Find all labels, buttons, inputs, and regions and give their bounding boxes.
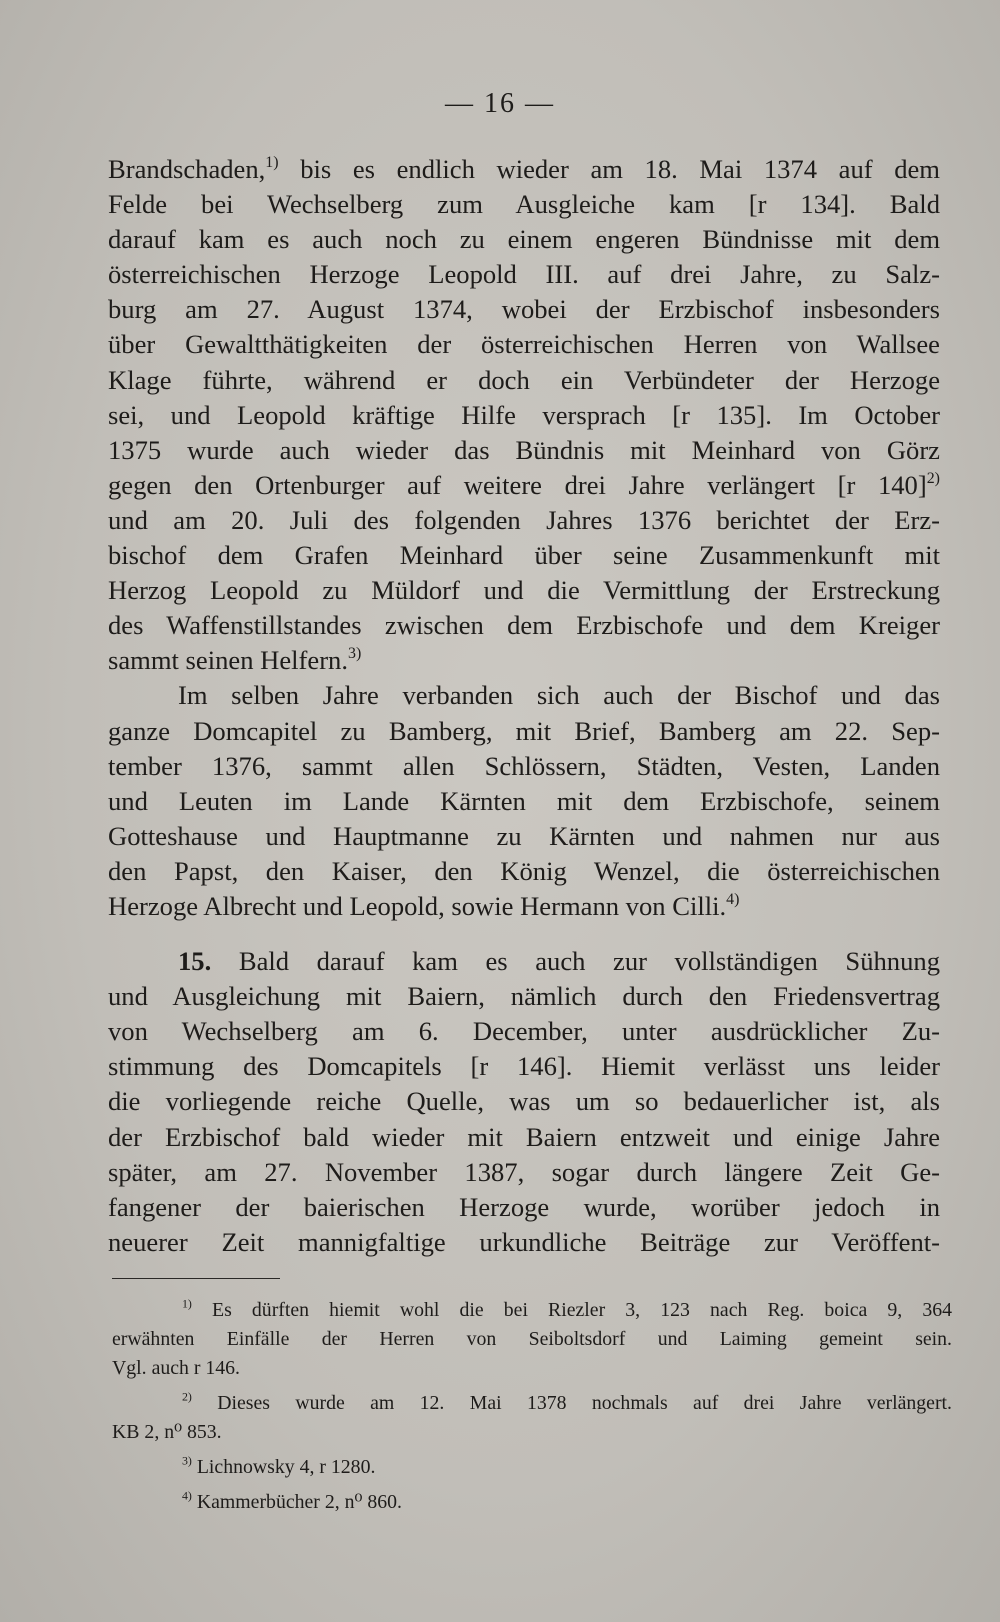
footnote-3 bbox=[112, 1453, 952, 1482]
text-line: 1375 wurde auch wieder das Bündnis mit Meinhard von Görz bbox=[108, 434, 940, 465]
text-line: von Wechselberg am 6. December, unter ausdrücklicher Zu- bbox=[108, 1016, 940, 1047]
footnote-ref: 3) bbox=[348, 645, 362, 663]
footnote-line: erwähnten Einfälle der Herren von Seiboltsdorf und Laiming gemeint sein. bbox=[112, 1328, 952, 1350]
footnote-line: $^{1)}$ Es dürften hiemit wohl die bei Riezler 3, 123 nach Reg. boica 9, 364 bbox=[182, 1296, 952, 1321]
paragraph-1 bbox=[108, 152, 940, 678]
text-line: über Gewaltthätigkeiten der österreichischen Herren von Wallsee bbox=[108, 329, 940, 360]
footnotes bbox=[112, 1296, 952, 1523]
footnote-1 bbox=[112, 1296, 952, 1383]
text-line: bischof dem Grafen Meinhard über seine Zusammenkunft mit bbox=[108, 540, 940, 571]
text-line: burg am 27. August 1374, wobei der Erzbischof insbesonders bbox=[108, 294, 940, 325]
text-line: stimmung des Domcapitels [r 146]. Hiemit verlässt uns leider bbox=[108, 1051, 940, 1082]
footnote-line: Vgl. auch r 146. bbox=[112, 1357, 240, 1379]
text-line: Klage führte, während er doch ein Verbündeter der Herzoge bbox=[108, 364, 940, 395]
footnote-ref: 2) bbox=[926, 469, 940, 487]
text-line: und Ausgleichung mit Baiern, nämlich durch den Friedensvertrag bbox=[108, 981, 940, 1012]
text-line: ganze Domcapitel zu Bamberg, mit Brief, Bamberg am 22. Sep- bbox=[108, 715, 940, 746]
text-line: und Leuten im Lande Kärnten mit dem Erzbischofe, seinem bbox=[108, 785, 940, 816]
paragraph-2 bbox=[108, 678, 940, 924]
text-line: den Papst, den Kaiser, den König Wenzel, die österreichischen bbox=[108, 855, 940, 886]
footnote-line: $^{4)}$ Kammerbücher 2, n⁰ 860. bbox=[182, 1488, 402, 1513]
footnote-marker: 3) bbox=[182, 1453, 192, 1468]
footnote-divider bbox=[112, 1278, 280, 1279]
text-line: Gotteshause und Hauptmanne zu Kärnten und nahmen nur aus bbox=[108, 820, 940, 851]
section-15 bbox=[108, 944, 940, 1260]
text-line: die vorliegende reiche Quelle, was um so bedauerlicher ist, als bbox=[108, 1086, 940, 1117]
text-line: 15. Bald darauf kam es auch zur vollständigen Sühnung bbox=[178, 946, 940, 977]
footnote-4 bbox=[112, 1488, 952, 1517]
text-line: neuerer Zeit mannigfaltige urkundliche Beiträge zur Veröffent- bbox=[108, 1226, 940, 1257]
text-line: fangener der baierischen Herzoge wurde, worüber jedoch in bbox=[108, 1191, 940, 1222]
text-line: Brandschaden,$^{1)}$ bis es endlich wieder am 18. Mai 1374 auf dem bbox=[108, 153, 940, 184]
footnote-marker: 4) bbox=[182, 1488, 192, 1503]
section-number: 15. bbox=[178, 946, 212, 977]
text-line: und am 20. Juli des folgenden Jahres 1376 berichtet der Erz- bbox=[108, 504, 940, 535]
text-line: österreichischen Herzoge Leopold III. auf drei Jahre, zu Salz- bbox=[108, 259, 940, 290]
text-line: Herzoge Albrecht und Leopold, sowie Hermann von Cilli.$^{4)}$ bbox=[108, 890, 740, 921]
text-line: später, am 27. November 1387, sogar durch längere Zeit Ge- bbox=[108, 1156, 940, 1187]
footnote-marker: 1) bbox=[182, 1296, 192, 1311]
text-line: Im selben Jahre verbanden sich auch der Bischof und das bbox=[178, 680, 940, 711]
footnote-ref: 1) bbox=[265, 153, 279, 171]
text-line: darauf kam es auch noch zu einem engeren Bündnisse mit dem bbox=[108, 224, 940, 255]
footnote-line: $^{3)}$ Lichnowsky 4, r 1280. bbox=[182, 1453, 376, 1478]
footnote-line: $^{2)}$ Dieses wurde am 12. Mai 1378 nochmals auf drei Jahre verlängert. bbox=[182, 1389, 952, 1414]
footnote-line: KB 2, n⁰ 853. bbox=[112, 1421, 222, 1443]
text-line: des Waffenstillstandes zwischen dem Erzbischofe und dem Kreiger bbox=[108, 610, 940, 641]
text-line: sei, und Leopold kräftige Hilfe versprach [r 135]. Im October bbox=[108, 399, 940, 430]
text-line: tember 1376, sammt allen Schlössern, Städten, Vesten, Landen bbox=[108, 750, 940, 781]
footnote-marker: 2) bbox=[182, 1389, 192, 1404]
footnote-ref: 4) bbox=[726, 890, 740, 908]
main-text bbox=[108, 152, 940, 1260]
text-line: Felde bei Wechselberg zum Ausgleiche kam [r 134]. Bald bbox=[108, 189, 940, 220]
text-line: gegen den Ortenburger auf weitere drei Jahre verlängert [r 140]$^{2)}$ bbox=[108, 469, 940, 500]
text-line: sammt seinen Helfern.$^{3)}$ bbox=[108, 645, 362, 676]
text-line: der Erzbischof bald wieder mit Baiern entzweit und einige Jahre bbox=[108, 1121, 940, 1152]
page-number: — 16 — bbox=[445, 88, 555, 119]
text-line: Herzog Leopold zu Müldorf und die Vermittlung der Erstreckung bbox=[108, 575, 940, 606]
footnote-2 bbox=[112, 1389, 952, 1447]
